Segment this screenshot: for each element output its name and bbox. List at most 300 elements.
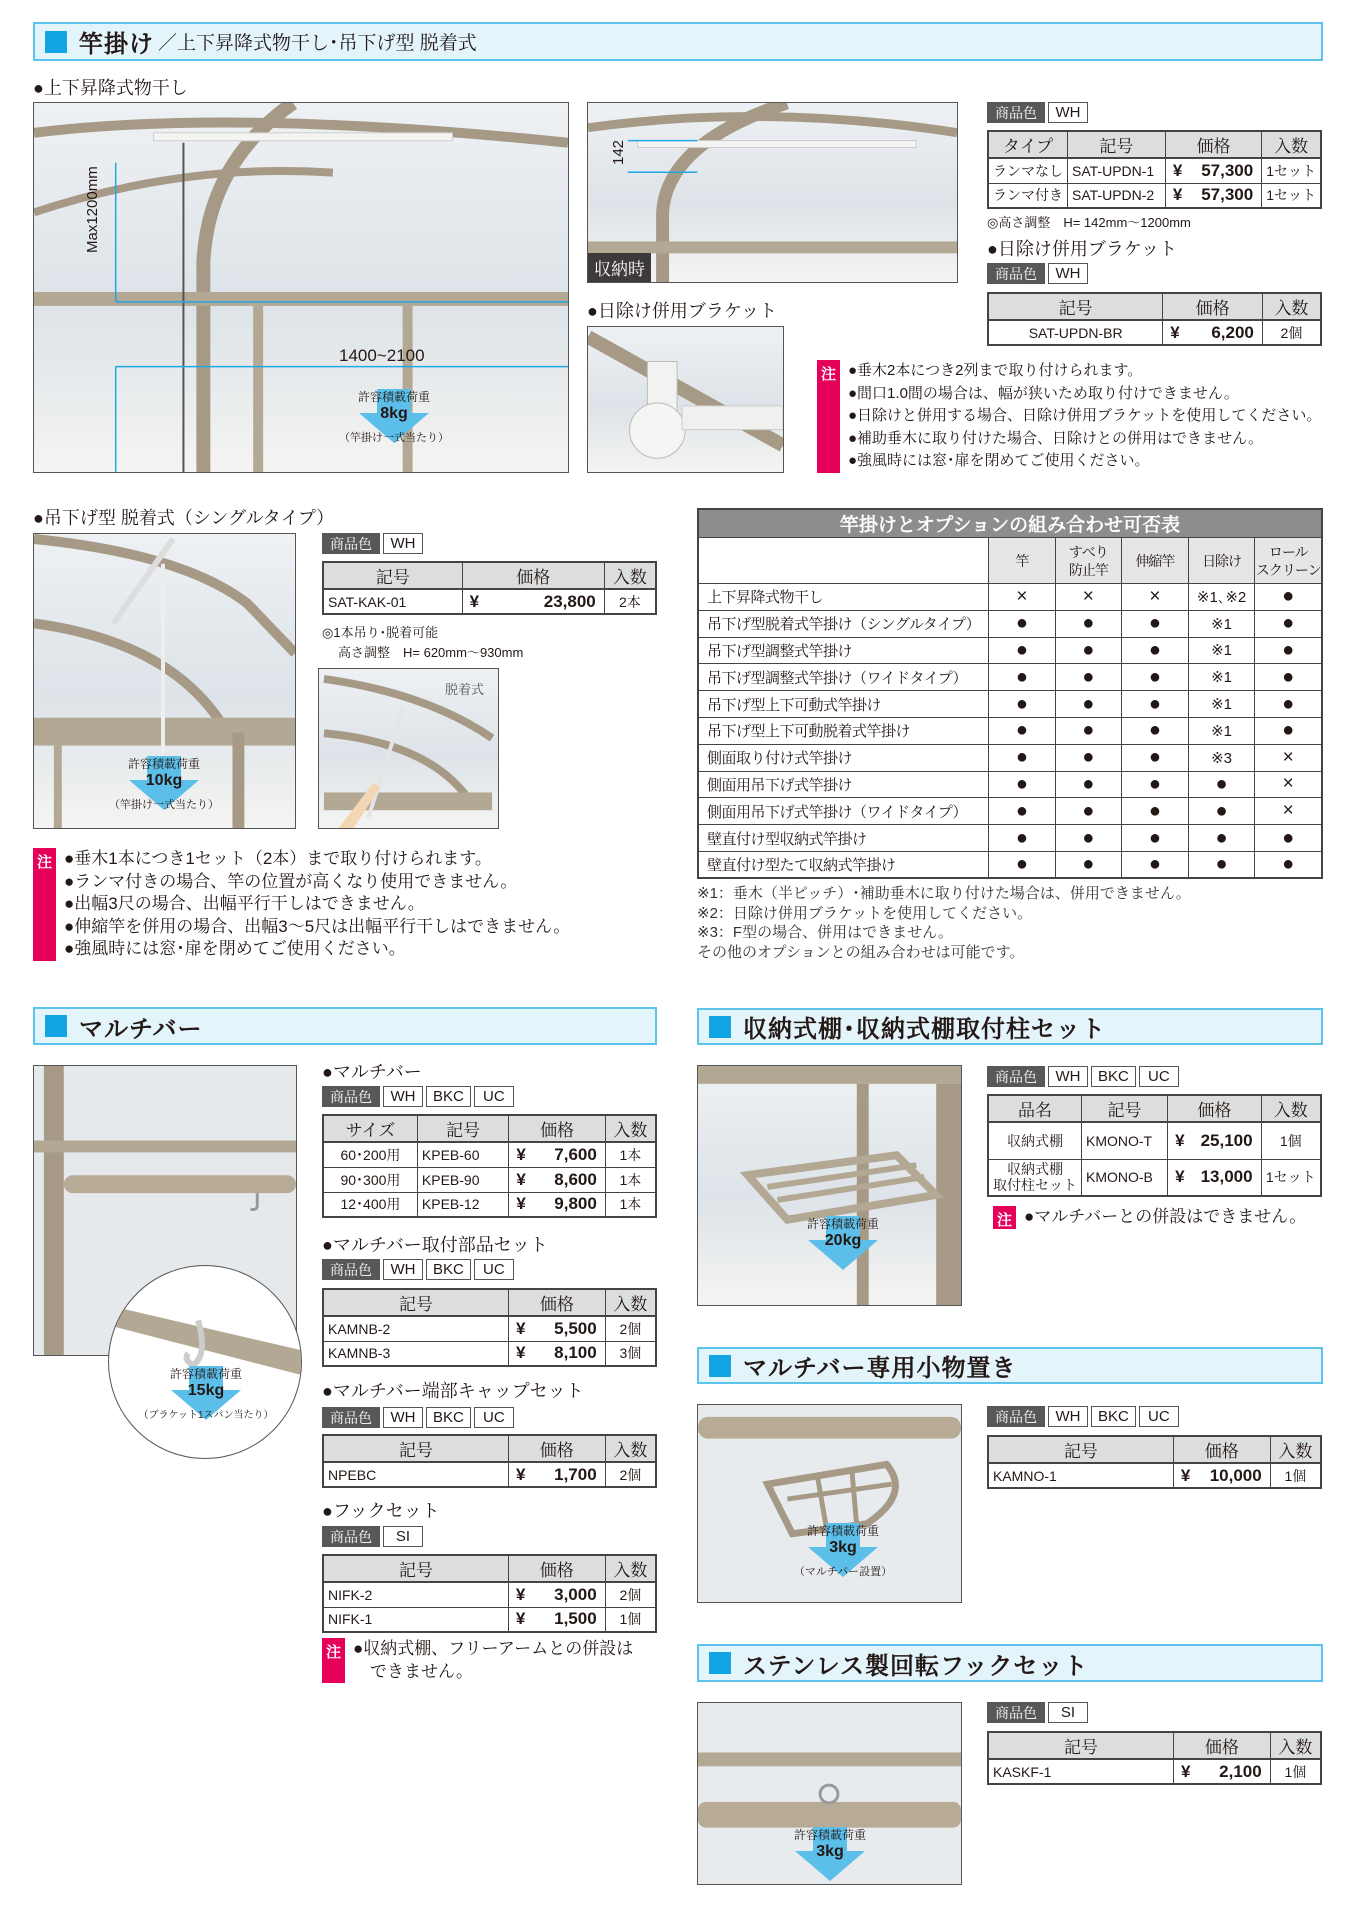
color-label: 商品色	[987, 1066, 1045, 1087]
table-cell: ランマ付き	[988, 183, 1068, 208]
compatible-mark: ●	[1122, 717, 1189, 744]
load-value: 10kg	[145, 772, 183, 789]
table-cell: SAT-UPDN-BR	[988, 320, 1163, 345]
load-value: 20kg	[824, 1232, 862, 1249]
hook-price-table	[987, 1731, 1322, 1785]
hanging-spec-1: ◎1本吊り･脱着可能	[322, 625, 439, 640]
footnote-mark: ※1	[1188, 637, 1255, 664]
combo-row-label: 吊下げ型脱着式竿掛け（シングルタイプ）	[698, 610, 989, 637]
column-header: 入数	[1261, 1095, 1321, 1122]
table-cell: 収納式棚 取付柱セット	[988, 1159, 1082, 1196]
combo-row-label: 吊下げ型上下可動式竿掛け	[698, 691, 989, 718]
column-header: 品名	[988, 1095, 1082, 1122]
table-cell: 1セット	[1262, 183, 1321, 208]
color-options-bracket	[987, 263, 1088, 284]
column-header: 入数	[1262, 293, 1321, 320]
column-header: 価格	[1173, 1732, 1270, 1759]
price-cell	[508, 1462, 605, 1487]
table-cell: 1本	[605, 1167, 656, 1192]
note-mark: 注	[33, 848, 56, 961]
table-cell: 3個	[605, 1341, 656, 1366]
table-cell: 60･200用	[323, 1142, 417, 1167]
compatible-mark: ●	[989, 717, 1055, 744]
color-label: 商品色	[987, 1702, 1045, 1723]
compatible-mark: ●	[1122, 851, 1189, 878]
price-wrap	[1172, 1167, 1257, 1187]
compatible-mark: ●	[1188, 771, 1255, 798]
column-header: 入数	[604, 562, 656, 589]
compatible-mark: ●	[1122, 798, 1189, 825]
color-label: 商品色	[322, 1407, 380, 1428]
note-lines	[840, 360, 1321, 473]
price-value: 1,700	[554, 1464, 597, 1484]
table-header-row	[988, 1436, 1321, 1463]
caps-heading: ●マルチバー端部キャップセット	[322, 1381, 584, 1401]
note-lines	[1016, 1206, 1306, 1229]
combo-row-label: 側面用吊下げ式竿掛け	[698, 771, 989, 798]
table-cell: 1セット	[1261, 1159, 1321, 1196]
column-header: 価格	[509, 1115, 606, 1142]
color-options-shelf	[987, 1066, 1179, 1087]
stowed-dimension-label: 142	[610, 139, 627, 165]
table-row	[323, 1142, 656, 1167]
table-cell: KAMNB-3	[323, 1341, 508, 1366]
table-cell: 1個	[1270, 1463, 1321, 1488]
combo-row-label: 側面取り付け式竿掛け	[698, 744, 989, 771]
compatible-mark: ●	[1255, 637, 1322, 664]
load-note: （竿掛け一式当たり）	[339, 432, 449, 444]
column-header: 記号	[417, 1115, 508, 1142]
color-chip: WH	[1048, 1406, 1088, 1427]
column-header: 価格	[1168, 1095, 1262, 1122]
compatible-mark: ●	[1055, 637, 1122, 664]
currency-symbol: ¥	[516, 1169, 526, 1189]
price-value: 7,600	[554, 1144, 597, 1164]
table-row	[988, 158, 1321, 183]
table-cell: 1本	[605, 1142, 656, 1167]
color-chip: UC	[1139, 1406, 1179, 1427]
table-cell: KPEB-12	[417, 1192, 508, 1217]
bracket-photo	[587, 326, 784, 473]
compatible-mark: ●	[1188, 825, 1255, 852]
price-value: 1,500	[554, 1609, 597, 1629]
square-bullet-icon	[709, 1355, 731, 1377]
combo-row-label: 上下昇降式物干し	[698, 584, 989, 611]
footnote-mark: ※1	[1188, 691, 1255, 718]
price-cell	[508, 1607, 605, 1632]
combo-row-label: 壁直付け型たて収納式竿掛け	[698, 851, 989, 878]
square-bullet-icon	[709, 1652, 731, 1674]
compatible-mark: ●	[1255, 691, 1322, 718]
color-chip: BKC	[426, 1086, 471, 1107]
note-mark: 注	[993, 1206, 1016, 1229]
table-row	[988, 1159, 1321, 1196]
stowed-photo	[587, 102, 958, 283]
hanging-spec-2: 高さ調整 H= 620mm～930mm	[338, 645, 524, 660]
compatible-mark: ●	[1055, 717, 1122, 744]
note-line: ※3：F型の場合、併用はできません。	[697, 924, 953, 941]
price-cell	[509, 1192, 606, 1217]
table-cell: 2個	[1262, 320, 1321, 345]
compatible-mark: ●	[1255, 851, 1322, 878]
compatible-mark: ●	[1122, 691, 1189, 718]
combo-column-header: 伸縮竿	[1122, 538, 1189, 584]
currency-symbol: ¥	[515, 1343, 526, 1363]
price-cell	[508, 1341, 605, 1366]
compatible-mark: ●	[989, 771, 1055, 798]
note-line: ●出幅3尺の場合、出幅平行干しはできません。	[64, 894, 425, 914]
price-cell	[1165, 158, 1261, 183]
note-line: ●日除けと併用する場合、日除け併用ブラケットを使用してください。	[848, 407, 1322, 425]
bracket-heading: ●日除け併用ブラケット	[987, 239, 1177, 259]
hanging-price-table	[322, 561, 657, 615]
color-options-parts	[322, 1259, 514, 1280]
table-header-row	[323, 562, 656, 589]
detach-photo	[318, 668, 499, 829]
color-chip: UC	[474, 1086, 514, 1107]
compatible-mark: ●	[1122, 664, 1189, 691]
note-line: ●伸縮竿を併用の場合、出幅3～5尺は出幅平行干しはできません。	[64, 916, 571, 936]
combo-column-header: すべり 防止竿	[1055, 538, 1122, 584]
price-value: 8,100	[554, 1343, 597, 1363]
price-value: 25,100	[1200, 1130, 1253, 1150]
table-cell: KPEB-60	[417, 1142, 508, 1167]
price-value: 8,600	[554, 1169, 597, 1189]
price-cell	[1163, 320, 1263, 345]
multibar-heading: ●マルチバー	[322, 1062, 422, 1082]
color-chip: BKC	[1091, 1066, 1136, 1087]
color-options-smallrack	[987, 1406, 1179, 1427]
column-header: 入数	[605, 1435, 656, 1462]
column-header: 入数	[605, 1115, 656, 1142]
multibar-price-table	[322, 1114, 657, 1218]
section-title: マルチバー	[79, 1015, 203, 1043]
table-cell: 1個	[605, 1607, 656, 1632]
compatible-mark: ●	[1055, 610, 1122, 637]
updown-price-table	[987, 130, 1322, 209]
color-label: 商品色	[322, 533, 380, 554]
price-cell	[509, 1167, 606, 1192]
price-value: 6,200	[1211, 322, 1254, 342]
combo-row	[698, 798, 1322, 825]
square-bullet-icon	[709, 1016, 731, 1038]
column-header: 価格	[508, 1555, 605, 1582]
color-chip: UC	[474, 1407, 514, 1428]
color-label: 商品色	[322, 1086, 380, 1107]
price-wrap	[1178, 1466, 1266, 1486]
price-cell	[462, 589, 604, 614]
note-line: できません。	[353, 1661, 474, 1681]
load-note: （竿掛け一式当たり）	[109, 799, 219, 811]
table-row	[988, 1122, 1321, 1159]
compatible-mark: ●	[1055, 691, 1122, 718]
combo-row-label: 吊下げ型調整式竿掛け	[698, 637, 989, 664]
compatible-mark: ●	[1255, 584, 1322, 611]
footnote-mark: ※3	[1188, 744, 1255, 771]
footnote-mark: ※1	[1188, 717, 1255, 744]
table-cell: SAT-UPDN-1	[1068, 158, 1166, 183]
updown-notes	[817, 360, 1321, 473]
color-chip: WH	[1048, 1066, 1088, 1087]
table-cell: 収納式棚	[988, 1122, 1082, 1159]
price-cell	[508, 1316, 605, 1341]
parts-heading: ●マルチバー取付部品セット	[322, 1235, 548, 1255]
note-line: ●ランマ付きの場合、竿の位置が高くなり使用できません。	[64, 871, 518, 891]
compatible-mark: ●	[1122, 771, 1189, 798]
combo-row	[698, 584, 1322, 611]
price-cell	[1168, 1122, 1262, 1159]
price-wrap	[513, 1170, 601, 1190]
multibar-closeup	[108, 1265, 302, 1459]
incompatible-mark: ×	[989, 584, 1055, 611]
combo-row	[698, 637, 1322, 664]
table-row	[323, 1341, 656, 1366]
column-header: 価格	[508, 1435, 605, 1462]
column-header: 価格	[1165, 131, 1261, 158]
price-cell	[508, 1582, 605, 1607]
price-value: 5,500	[554, 1318, 597, 1338]
hanging-notes	[33, 848, 570, 961]
price-wrap	[1172, 1131, 1257, 1151]
color-chip: BKC	[1091, 1406, 1136, 1427]
price-wrap	[513, 1585, 601, 1605]
table-cell: 2個	[605, 1582, 656, 1607]
load-label: 許容積載荷重	[357, 390, 430, 404]
column-header: 入数	[605, 1555, 656, 1582]
combo-row	[698, 717, 1322, 744]
price-value: 10,000	[1209, 1465, 1262, 1485]
color-chip: SI	[1048, 1702, 1088, 1723]
table-cell: 90･300用	[323, 1167, 417, 1192]
load-value: 3kg	[816, 1843, 844, 1860]
section-title: マルチバー専用小物置き	[743, 1355, 1017, 1382]
color-label: 商品色	[987, 1406, 1045, 1427]
price-value: 9,800	[554, 1194, 597, 1214]
note-line: ●強風時には窓･扉を閉めてご使用ください。	[848, 452, 1150, 470]
combo-row	[698, 744, 1322, 771]
color-options-caps	[322, 1407, 514, 1428]
currency-symbol: ¥	[515, 1464, 526, 1484]
square-bullet-icon	[45, 1015, 67, 1037]
color-chip: SI	[383, 1526, 423, 1547]
table-cell: KAMNO-1	[988, 1463, 1173, 1488]
compatible-mark: ●	[1188, 851, 1255, 878]
table-header-row	[323, 1555, 656, 1582]
section-title: 収納式棚･収納式棚取付柱セット	[743, 1016, 1106, 1043]
compatible-mark: ●	[1122, 610, 1189, 637]
compatible-mark: ●	[1255, 717, 1322, 744]
column-header: 入数	[1270, 1732, 1321, 1759]
column-header: 記号	[1082, 1095, 1168, 1122]
note-line: ※2：日除け併用ブラケットを使用してください。	[697, 904, 1033, 922]
column-header: 記号	[988, 1732, 1173, 1759]
compatible-mark: ●	[989, 798, 1055, 825]
price-cell	[1173, 1463, 1270, 1488]
price-value: 13,000	[1200, 1167, 1253, 1187]
footnote-mark: ※1	[1188, 610, 1255, 637]
incompatible-mark: ×	[1055, 584, 1122, 611]
load-arrow	[760, 1827, 900, 1861]
updown-heading: ●上下昇降式物干し	[33, 78, 188, 98]
shelf-photo	[697, 1065, 962, 1306]
combo-corner	[698, 538, 989, 584]
footnote-mark: ※1	[1188, 664, 1255, 691]
currency-symbol: ¥	[515, 1318, 526, 1338]
compatible-mark: ●	[1055, 798, 1122, 825]
price-value: 57,300	[1201, 160, 1254, 180]
combo-row	[698, 851, 1322, 878]
price-wrap	[513, 1319, 601, 1339]
table-cell: SAT-UPDN-2	[1068, 183, 1166, 208]
bracket-price-table	[987, 292, 1322, 346]
column-header: 記号	[323, 562, 462, 589]
table-row	[323, 1582, 656, 1607]
table-cell: NIFK-2	[323, 1582, 508, 1607]
hooks-heading: ●フックセット	[322, 1501, 440, 1521]
parts-price-table	[322, 1288, 657, 1367]
compatible-mark: ●	[1055, 825, 1122, 852]
combo-title: 竿掛けとオプションの組み合わせ可否表	[698, 509, 1322, 538]
width-dimension-label: 1400~2100	[339, 346, 425, 365]
table-header-row	[323, 1289, 656, 1316]
table-cell: KMONO-B	[1082, 1159, 1168, 1196]
column-header: 記号	[323, 1555, 508, 1582]
compatible-mark: ●	[989, 851, 1055, 878]
table-row	[323, 1607, 656, 1632]
updown-photo	[33, 102, 569, 473]
incompatible-mark: ×	[1255, 771, 1322, 798]
table-cell: SAT-KAK-01	[323, 589, 462, 614]
compatible-mark: ●	[1122, 744, 1189, 771]
table-row	[323, 1167, 656, 1192]
compatible-mark: ●	[1055, 664, 1122, 691]
table-row	[988, 183, 1321, 208]
column-header: タイプ	[988, 131, 1068, 158]
note-line: ●垂木2本につき2列まで取り付けられます。	[848, 362, 1143, 379]
compatible-mark: ●	[1255, 610, 1322, 637]
load-label: 許容積載荷重	[127, 757, 200, 771]
table-row	[988, 1759, 1321, 1784]
smallrack-price-table	[987, 1435, 1322, 1489]
hanging-heading: ●吊下げ型 脱着式（シングルタイプ）	[33, 508, 335, 528]
table-cell: 2個	[605, 1316, 656, 1341]
price-wrap	[1178, 1762, 1266, 1782]
table-cell: 2個	[605, 1462, 656, 1487]
table-cell: KASKF-1	[988, 1759, 1173, 1784]
section-header-smallrack	[697, 1347, 1323, 1384]
column-header: 記号	[323, 1289, 508, 1316]
table-cell: 1セット	[1262, 158, 1321, 183]
shelf-notes	[993, 1206, 1306, 1229]
load-arrow	[773, 1216, 913, 1250]
color-options-hooks	[322, 1526, 423, 1547]
table-cell: 1個	[1261, 1122, 1321, 1159]
price-cell	[1173, 1759, 1270, 1784]
combo-column-header: 竿	[989, 538, 1055, 584]
color-chip: BKC	[426, 1407, 471, 1428]
compatible-mark: ●	[1255, 825, 1322, 852]
table-header-row	[323, 1435, 656, 1462]
note-line: ●補助垂木に取り付けた場合、日除けとの併用はできません。	[848, 429, 1263, 447]
color-label: 商品色	[987, 263, 1045, 284]
table-cell: NIFK-1	[323, 1607, 508, 1632]
combo-row	[698, 825, 1322, 852]
compatible-mark: ●	[1255, 664, 1322, 691]
incompatible-mark: ×	[1122, 584, 1189, 611]
smallrack-photo	[697, 1404, 962, 1603]
compatible-mark: ●	[1055, 744, 1122, 771]
height-dimension-label: Max1200mm	[84, 166, 101, 253]
currency-symbol: ¥	[469, 591, 480, 611]
load-note: （ブラケット1スパン当たり）	[138, 1410, 274, 1421]
column-header: 価格	[508, 1289, 605, 1316]
combo-title-row	[698, 509, 1322, 538]
table-row	[988, 1463, 1321, 1488]
combination-footnotes	[697, 884, 1191, 962]
table-header-row	[323, 1115, 656, 1142]
compatible-mark: ●	[1055, 771, 1122, 798]
note-line: ●強風時には窓･扉を閉めてご使用ください。	[64, 939, 406, 959]
note-lines	[345, 1638, 633, 1683]
load-label: 許容積載荷重	[806, 1524, 879, 1538]
price-value: 2,100	[1219, 1761, 1262, 1781]
load-label: 許容積載荷重	[806, 1217, 879, 1231]
currency-symbol: ¥	[516, 1144, 526, 1164]
column-header: 記号	[988, 293, 1163, 320]
height-adjust-note: ◎高さ調整 H= 142mm～1200mm	[987, 215, 1191, 230]
detach-label: 脱着式	[444, 682, 484, 697]
column-header: 記号	[1068, 131, 1166, 158]
table-row	[323, 1462, 656, 1487]
color-chip: WH	[383, 1407, 423, 1428]
price-cell	[509, 1142, 606, 1167]
combo-row	[698, 771, 1322, 798]
color-options-updown	[987, 102, 1088, 123]
section-header-saokake	[33, 22, 1323, 61]
load-label: 許容積載荷重	[793, 1828, 866, 1842]
load-arrow	[126, 1366, 286, 1421]
price-wrap	[1170, 161, 1257, 181]
load-arrow	[773, 1523, 913, 1579]
note-mark: 注	[322, 1638, 345, 1683]
table-cell: 1本	[605, 1192, 656, 1217]
price-cell	[1165, 183, 1261, 208]
note-mark: 注	[817, 360, 840, 473]
compatible-mark: ●	[989, 637, 1055, 664]
table-cell: 1個	[1270, 1759, 1321, 1784]
compatible-mark: ●	[989, 691, 1055, 718]
currency-symbol: ¥	[1180, 1761, 1191, 1781]
column-header: 価格	[1173, 1436, 1270, 1463]
price-value: 3,000	[554, 1584, 597, 1604]
table-row	[988, 320, 1321, 345]
note-line: ●間口1.0間の場合は、幅が狭いため取り付けできません。	[848, 384, 1239, 402]
table-cell: ランマなし	[988, 158, 1068, 183]
section-title: ステンレス製回転フックセット	[743, 1652, 1089, 1680]
color-label: 商品色	[987, 102, 1045, 123]
price-wrap	[513, 1145, 601, 1165]
load-value: 15kg	[187, 1382, 225, 1399]
currency-symbol: ¥	[1180, 1465, 1191, 1485]
table-header-row	[988, 293, 1321, 320]
note-line: ※1：垂木（半ピッチ）･補助垂木に取り付けた場合は、併用できません。	[697, 885, 1191, 902]
combo-row	[698, 691, 1322, 718]
price-wrap	[467, 592, 600, 612]
note-line: ●マルチバーとの併設はできません。	[1024, 1207, 1307, 1226]
price-cell	[1168, 1159, 1262, 1196]
column-header: 入数	[1262, 131, 1321, 158]
hook-photo	[697, 1702, 962, 1885]
